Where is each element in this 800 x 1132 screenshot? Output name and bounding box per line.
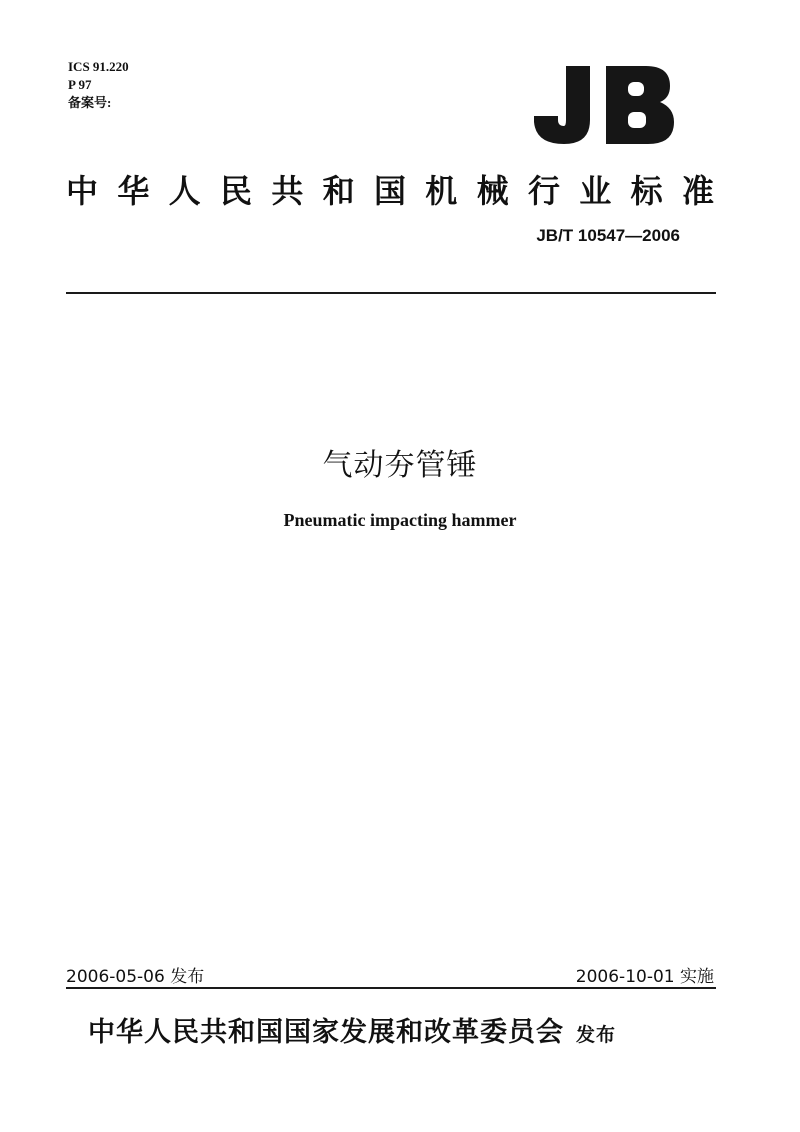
issuer-suffix: 发布 (576, 1024, 617, 1046)
title-char: 标 (630, 172, 665, 210)
class-code: P 97 (68, 77, 92, 92)
title-char: 和 (322, 172, 357, 210)
title-char: 民 (219, 172, 254, 210)
document-title-cn: 气动夯管锤 (322, 448, 478, 483)
title-char: 中 (66, 172, 101, 210)
classification-block (68, 58, 129, 112)
issuer-name: 中华人民共和国国家发展和改革委员会 (88, 1017, 564, 1048)
ics-code: ICS 91.220 (68, 59, 129, 74)
document-title-en: Pneumatic impacting hammer (283, 510, 517, 530)
title-char: 行 (527, 172, 562, 210)
publish-date: 2006-05-06 发布 (66, 967, 205, 987)
title-char: 机 (425, 172, 460, 210)
issuing-authority (88, 1010, 616, 1049)
title-char: 国 (373, 172, 408, 210)
record-number-label: 备案号: (68, 95, 112, 110)
title-char: 业 (579, 172, 614, 210)
title-char: 华 (117, 172, 152, 210)
document-number: JB/T 10547—2006 (536, 226, 680, 245)
title-char: 械 (476, 172, 511, 210)
title-char: 人 (168, 172, 203, 210)
standard-category-title (66, 166, 716, 212)
title-char: 准 (681, 172, 716, 210)
implementation-date: 2006-10-01 实施 (575, 967, 714, 987)
top-divider (66, 292, 716, 294)
bottom-divider (66, 987, 716, 989)
jb-logo (528, 62, 676, 146)
title-char: 共 (271, 172, 306, 210)
